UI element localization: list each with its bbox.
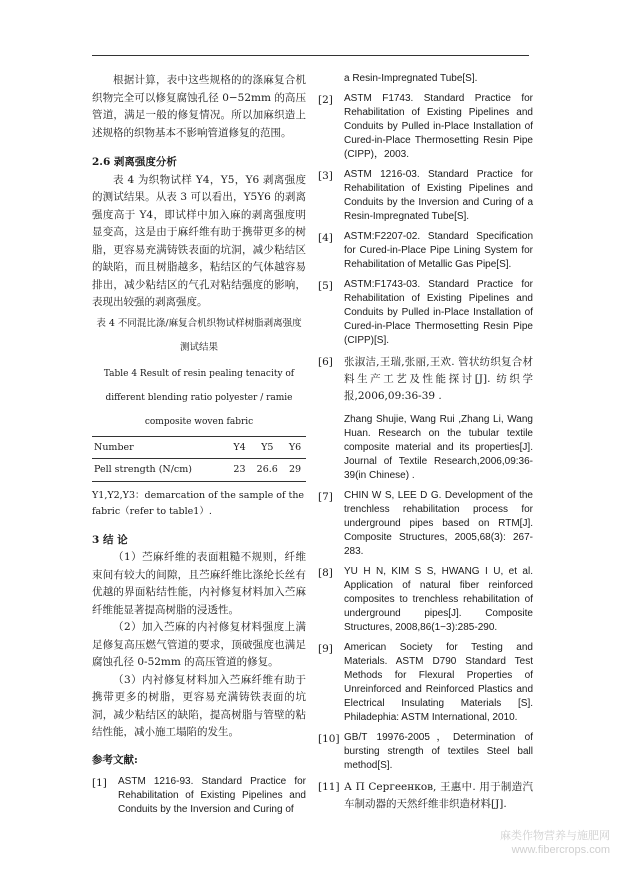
reference-number: [9] [318,643,333,655]
table-header-cell: Y4 [229,436,251,459]
reference-text: ASTM:F1743-03. Standard Practice for Rehabilitation of Existing Pipelines and Conduits by Pulled in-Place Installation of Cured-in-Place Thermosetting Resin Pipe (CIPP)[S]. [344,279,533,346]
reference-6-english: Zhang Shujie, Wang Rui ,Zhang Li, Wang Huan. Research on the tubular textile composite material and its properties[J]. Journal of Textile Research,2006,09:36-39(in Chinese) . [344,414,533,481]
table-header-cell: Y6 [284,436,306,459]
paragraph-peel-strength: 表 4 为织物试样 Y4，Y5，Y6 剥离强度的测试结果。从表 3 可以看出，Y5Y6 的剥离强度高于 Y4，即试样中加入麻的剥离强度明显变高，这是由于麻纤维有助于携带更多的树脂，更容易充满铸铁表面的坑洞，减少粘结区的缺陷，而且树脂越多，粘结区的气体越容易排出，减少粘结区的气孔对粘结强度的影响，表现出较强的剥离强度。 [92,173,306,308]
conclusion-1: （1）苎麻纤维的表面粗糙不规则，纤维束间有较大的间隙，且苎麻纤维比涤纶长丝有优越的界面粘结性能，内衬修复材料加入苎麻纤维能显著提高树脂的浸透性。 [92,551,306,616]
peel-strength-table [92,436,306,482]
reference-number: [7] [318,491,333,503]
reference-item [318,641,533,725]
table-row-label: Pell strength (N/cm) [92,459,229,482]
reference-item [92,775,306,817]
watermark-url: www.fibercrops.com [511,844,610,856]
reference-item [318,278,533,348]
watermark [500,829,610,857]
table-caption-en: Table 4 Result of resin pealing tenacity of different blending ratio polyester / ramie composite woven fabric [103,368,295,427]
table-header-row [92,436,306,459]
table-header-cell: Y5 [250,436,284,459]
conclusion-2: （2）加入苎麻的内衬修复材料强度上满足修复高压燃气管道的要求，顶破强度也满足腐蚀孔径 0-52mm 的高压管道的修复。 [92,621,306,668]
watermark-site-name: 麻类作物营养与施肥网 [500,830,610,842]
section-heading-2-6: 2.6 剥离强度分析 [92,156,177,168]
reference-item [318,92,533,162]
reference-item [318,565,533,635]
reference-text: YU H N, KIM S S, HWANG I U, et al. Application of natural fiber reinforced composites to trenchless rehabilitation of underground pipes[J]. Composite Structures, 2008,86(1−3):285-290. [344,566,533,633]
right-column [318,72,533,813]
reference-item [318,489,533,559]
paragraph-calculation: 根据计算，表中这些规格的的涤麻复合机织物完全可以修复腐蚀孔径 0−52mm 的高压管道，满足一般的修复情况。所以加麻织造上述规格的织物基本不影响管道修复的范围。 [92,74,306,139]
reference-item [318,731,533,773]
table-cell: 23 [229,459,251,482]
reference-number: [5] [318,280,333,292]
reference-item [318,168,533,224]
conclusion-3: （3）内衬修复材料加入苎麻纤维有助于携带更多的树脂，更容易充满铸铁表面的坑洞，减少粘结区的缺陷，提高树脂与管壁的粘结性能，减小施工塌陷的发生。 [92,673,306,738]
reference-number: [4] [318,232,333,244]
reference-text: American Society for Testing and Materials. ASTM D790 Standard Test Methods for Flexural Properties of Unreinforced and Reinforced Plastics and Electrical Insulating Materials [S]. Philadephia: ASTM International, 2010. [344,642,533,723]
reference-text: ASTM 1216-93. Standard Practice for Rehabilitation of Existing Pipelines and Conduits by the Inversion and Curing of [118,776,306,815]
reference-text: ASTM F1743. Standard Practice for Rehabilitation of Existing Pipelines and Conduits by Pulled in-Place Installation of Cured-in-Place Thermosetting Resin Pipe (CIPP)，2003. [344,93,533,160]
reference-1-continuation: a Resin-Impregnated Tube[S]. [344,73,478,84]
reference-number: [10] [318,733,340,745]
reference-number: [6] [318,356,333,368]
table-cell: 29 [284,459,306,482]
reference-text: CHIN W S, LEE D G. Development of the trenchless rehabilitation process for underground pipes based on RTM[J]. Composite Structures, 2005,68(3): 267-283. [344,490,533,557]
reference-number: [1] [92,777,107,789]
reference-text: ASTM 1216-03. Standard Practice for Rehabilitation of Existing Pipelines and Conduits by the Inversion and Curing of a Resin-Impregnated Tube[S]. [344,169,533,222]
reference-item [318,779,533,813]
table-caption-zh: 表 4 不同混比涤/麻复合机织物试样树脂剥离强度测试结果 [96,317,302,353]
table-note: Y1,Y2,Y3：demarcation of the sample of the fabric（refer to table1）. [92,489,305,517]
table-row [92,459,306,482]
reference-number: [3] [318,170,333,182]
reference-text: А П Сергеенков, 王惠中. 用于制造汽车制动器的天然纤维非织造材料[J]. [344,781,533,810]
table-cell: 26.6 [250,459,284,482]
reference-number: [11] [318,781,340,793]
reference-text: 张淑洁,王瑞,张丽,王欢. 管状纺织复合材料生产工艺及性能探讨[J]. 纺织学报,2006,09:36-39 . [344,356,533,402]
reference-text: ASTM:F2207-02. Standard Specification for Cured-in-Place Pipe Lining System for Rehabilitation of Metallic Gas Pipe[S]. [344,231,533,270]
reference-text: GB/T 19976-2005，Determination of bursting strength of textiles Steel ball method[S]. [344,732,533,771]
reference-item [318,230,533,272]
reference-number: [8] [318,567,333,579]
references-heading: 参考文献: [92,753,138,766]
left-column [92,72,306,817]
reference-number: [2] [318,94,333,106]
header-rule [92,55,529,56]
table-header-cell: Number [92,436,229,459]
section-heading-conclusion: 3 结 论 [92,533,128,546]
reference-item [318,354,533,405]
